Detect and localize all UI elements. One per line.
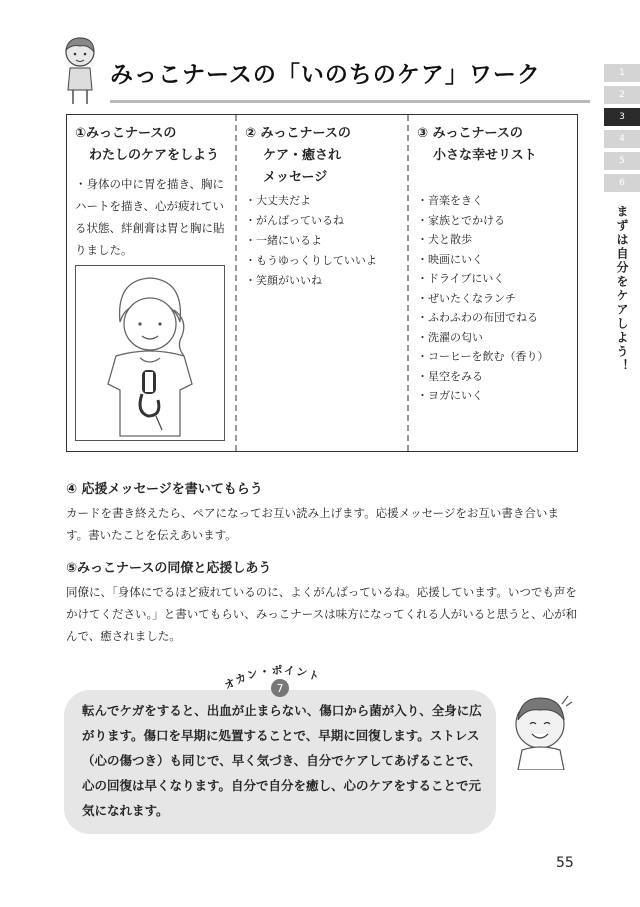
chapter-tab-4[interactable]: 4	[604, 130, 640, 148]
chapter-tab-5[interactable]: 5	[604, 152, 640, 170]
col2-heading-line3: メッセージ	[263, 170, 328, 185]
chapter-tab-1[interactable]: 1	[604, 64, 640, 82]
list-item: ・ ぜいたくなランチ	[417, 289, 549, 309]
page-title: みっこナースの「いのちのケア」ワーク	[110, 62, 541, 88]
list-item: ・ もうゆっくりしていいよ	[245, 251, 377, 271]
body-drawing-image	[75, 265, 225, 441]
section4-heading: ④ 応援メッセージを書いてもらう	[66, 482, 263, 497]
page-number: 55	[556, 855, 574, 871]
point-text: 転んでケガをすると、出血が止まらない、傷口から菌が入り、全身に広がります。傷口を早期に処置することで、早期に回復します。ストレス（心の傷つき）も同じで、早く気づき、自分でケアしてあげることで、心の回復は早くなります。自分で自分を癒し、心のケアをすることで元気になれます。	[82, 703, 482, 818]
nurse-mascot-icon	[508, 690, 574, 770]
list-item: ・ 笑顔がいいね	[245, 271, 377, 291]
col2-message-list	[245, 191, 377, 291]
list-item: ・ 星空をみる	[417, 367, 549, 387]
title-block	[58, 36, 578, 112]
point-number: 7	[276, 682, 284, 695]
point-label: オカン・ポイント	[222, 663, 322, 693]
col3-heading-line2: 小さな幸せリスト	[433, 148, 537, 163]
list-item: ・ 映画にいく	[417, 250, 549, 270]
title-underline	[110, 100, 590, 103]
list-item: ・ ふわふわの布団でねる	[417, 308, 549, 328]
list-item: ・ ドライブにいく	[417, 269, 549, 289]
column-divider	[235, 115, 237, 451]
chapter-side-label: まずは自分をケアしよう！	[615, 205, 629, 373]
section5-heading: ⑤みっこナースの同僚と応援しあう	[66, 561, 272, 576]
col3-happiness-list	[417, 191, 549, 406]
list-item: ・ コーヒーを飲む（香り）	[417, 347, 549, 367]
chapter-tab-6[interactable]: 6	[604, 174, 640, 192]
list-item: ・ 大丈夫だよ	[245, 191, 377, 211]
col1-heading-line2: わたしのケアをしよう	[89, 148, 220, 163]
list-item: ・ ヨガにいく	[417, 386, 549, 406]
section5-body: 同僚に、「身体にでるほど疲れているのに、よくがんばっているね。応援しています。いつでも声をかけてください。」と書いてもらい、みっこナースは味方になってくれる人がいると思うと、心が和んで、癒されました。	[66, 585, 578, 643]
nurse-girl-icon	[58, 36, 102, 106]
column-divider	[407, 115, 409, 451]
col2-heading-line2: ケア・癒され	[263, 148, 342, 163]
list-item: ・ 犬と散歩	[417, 230, 549, 250]
point-label-arc	[210, 660, 350, 700]
list-item: ・ 家族とでかける	[417, 211, 549, 231]
col1-body: ・身体の中に胃を描き、胸にハートを描き、心が疲れている状態、絆創膏は胃と胸に貼りました。	[75, 177, 225, 257]
list-item: ・ 洗濯の匂い	[417, 328, 549, 348]
list-item: ・ がんばっているね	[245, 211, 377, 231]
col1-heading-line1: ①みっこナースの	[75, 126, 177, 141]
chapter-tab-3[interactable]: 3	[604, 108, 640, 126]
col3-heading-line1: ③ みっこナースの	[417, 126, 523, 141]
list-item: ・ 一緒にいるよ	[245, 231, 377, 251]
section4-body: カードを書き終えたら、ペアになってお互い読み上げます。応援メッセージをお互い書き合います。書いたことを伝えあいます。	[66, 506, 559, 542]
care-work-table	[66, 114, 578, 452]
chapter-tab-2[interactable]: 2	[604, 86, 640, 104]
list-item: ・ 音楽をきく	[417, 191, 549, 211]
col2-heading-line1: ② みっこナースの	[245, 126, 351, 141]
